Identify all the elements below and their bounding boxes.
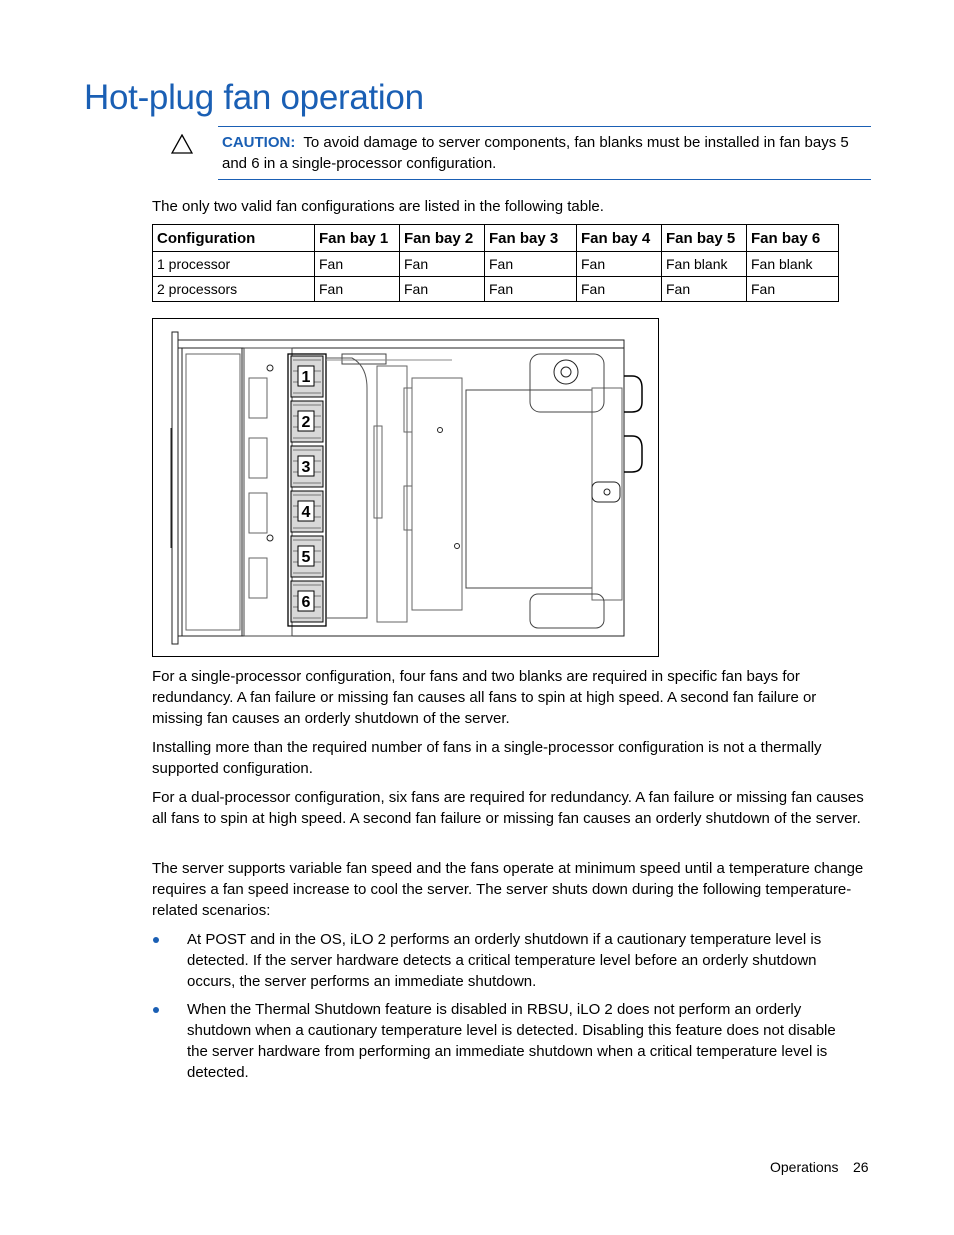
fan-module-1 [291,356,323,397]
page-title: Hot-plug fan operation [84,78,424,117]
table-cell: Fan [662,277,747,302]
fan-label: 4 [301,504,311,521]
table-row [153,252,839,277]
fan-label: 2 [301,414,311,431]
caution-text [222,132,867,174]
table-header-cell: Configuration [153,225,315,252]
table-cell: Fan blank [747,252,839,277]
paragraph-single-processor: For a single-processor configuration, four fans and two blanks are required in specific fan bays for redundancy. A fan failure or missing fan causes all fans to spin at high speed. A second fan failure or missing fan causes an orderly shutdown of the server. [152,668,817,727]
fan-module-5 [291,536,323,577]
table-cell: Fan [315,252,400,277]
table-header-cell: Fan bay 2 [400,225,485,252]
caution-box [218,126,871,180]
table-header-cell: Fan bay 1 [315,225,400,252]
table-cell: Fan blank [662,252,747,277]
bullet-marker [153,937,159,943]
bullet-item-thermal-shutdown: When the Thermal Shutdown feature is disabled in RBSU, iLO 2 does not perform an orderly shutdown when a cautionary temperature level is detected. Disabling this feature does not disable the server hardware from performing an immediate shutdown when a critical temperature level is detected. [187,1001,836,1081]
table-header-row [153,225,839,252]
table-header-cell: Fan bay 3 [485,225,577,252]
table-cell: 2 processors [153,277,315,302]
table-cell: Fan [485,252,577,277]
intro-paragraph: The only two valid fan configurations are listed in the following table. [152,198,604,215]
table-cell: Fan [577,277,662,302]
table-cell: Fan [400,252,485,277]
bullet-item-post: At POST and in the OS, iLO 2 performs an orderly shutdown if a cautionary temperature level is detected. If the server hardware detects a critical temperature level before an orderly shutdown occurs, the server performs an immediate shutdown. [187,931,822,990]
paragraph-variable-speed: The server supports variable fan speed and the fans operate at minimum speed until a temperature change requires a fan speed increase to cool the server. The server shuts down during the following temperature-related scenarios: [152,860,864,919]
fan-label: 5 [301,549,311,566]
paragraph-thermal-support: Installing more than the required number of fans in a single-processor configuration is not a thermally supported configuration. [152,739,822,777]
paragraph-dual-processor: For a dual-processor configuration, six fans are required for redundancy. A fan failure or missing fan causes all fans to spin at high speed. A second fan failure or missing fan causes an orderly shutdown of the server. [152,789,864,827]
table-row [153,277,839,302]
caution-message: To avoid damage to server components, fan blanks must be installed in fan bays 5 and 6 in a single-processor configuration. [222,134,849,172]
table-cell: Fan [315,277,400,302]
fan-label: 6 [301,594,311,611]
bullet-marker [153,1007,159,1013]
footer-page-number: 26 [853,1159,869,1175]
table-header-cell: Fan bay 5 [662,225,747,252]
table-cell: Fan [577,252,662,277]
table-cell: Fan [400,277,485,302]
caution-triangle-icon [171,134,193,154]
fan-configuration-table [152,224,839,302]
fan-module-3 [291,446,323,487]
fan-module-4 [291,491,323,532]
table-cell: 1 processor [153,252,315,277]
fan-label: 3 [301,459,311,476]
table-cell: Fan [747,277,839,302]
footer-section: Operations [770,1159,839,1175]
table-header-cell: Fan bay 6 [747,225,839,252]
caution-label: CAUTION: [222,134,296,151]
table-header-cell: Fan bay 4 [577,225,662,252]
table-cell: Fan [485,277,577,302]
fan-module-2 [291,401,323,442]
fan-label: 1 [301,369,311,386]
server-fan-bay-diagram [152,318,659,657]
fan-module-6 [291,581,323,622]
